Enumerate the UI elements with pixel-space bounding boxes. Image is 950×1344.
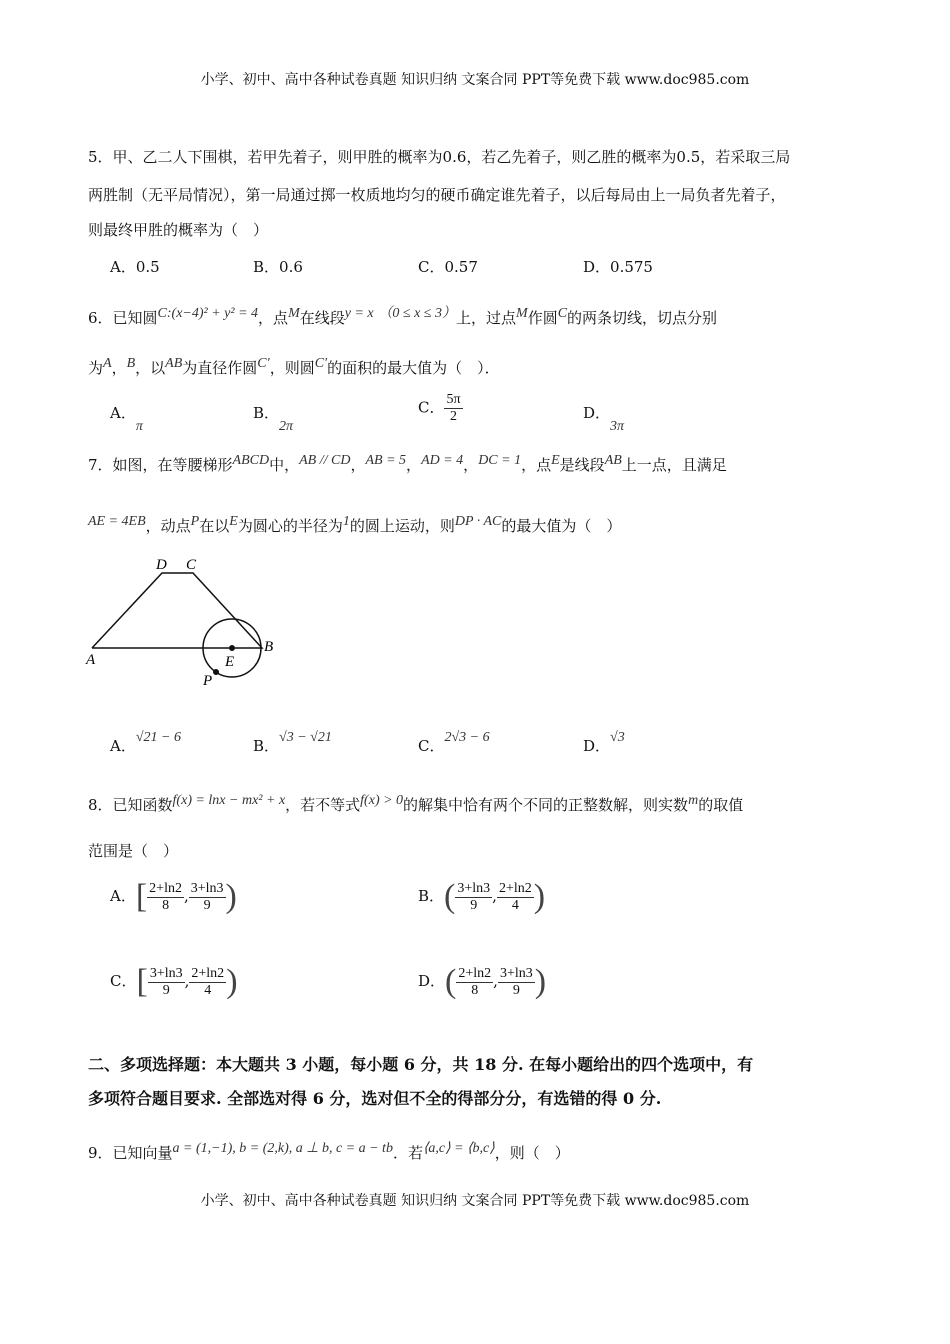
denominator: 9 xyxy=(162,982,170,998)
text: ，则（ ） xyxy=(494,1144,570,1162)
fraction xyxy=(189,966,226,999)
numerator: 2+ln2 xyxy=(458,965,492,981)
denominator: 2 xyxy=(450,409,458,424)
label: C． xyxy=(110,972,137,990)
denominator: 4 xyxy=(204,982,212,998)
label-e: E xyxy=(225,654,235,670)
math: AB xyxy=(165,356,183,371)
q9-line-1 xyxy=(88,1139,570,1163)
label: B． xyxy=(418,887,445,905)
label-b: B xyxy=(264,639,274,655)
math: C′ xyxy=(257,356,270,371)
text: 在以 xyxy=(199,517,230,535)
numerator: 3+ln3 xyxy=(457,880,491,896)
denominator: 4 xyxy=(511,897,519,913)
math: P xyxy=(190,514,200,529)
math: C xyxy=(557,306,568,321)
text: ，点 xyxy=(521,456,552,474)
denominator: 9 xyxy=(512,982,520,998)
math: a = (1,−1), b = (2,k), a ⊥ b, c = a − tb xyxy=(172,1141,393,1156)
text: 的解集中恰有两个不同的正整数解，则实数 xyxy=(403,796,689,814)
value: √3 xyxy=(610,730,625,745)
math: DP · AC xyxy=(454,514,502,529)
math: A xyxy=(103,356,112,371)
math: AD = 4 xyxy=(421,453,464,468)
numerator: 3+ln3 xyxy=(190,880,224,896)
text: ， xyxy=(406,456,422,474)
math: B xyxy=(126,356,136,371)
text: 的面积的最大值为（ ）． xyxy=(327,359,500,377)
text: 9．已知向量 xyxy=(88,1144,173,1162)
text: ．若 xyxy=(392,1144,423,1162)
value: 2√3 − 6 xyxy=(444,730,490,745)
numerator: 5π xyxy=(446,392,461,407)
math: DC = 1 xyxy=(478,453,522,468)
text: 的最大值为（ ） xyxy=(501,517,622,535)
math: AE = 4EB xyxy=(88,514,146,529)
label: C． xyxy=(418,737,445,755)
bracket: ) xyxy=(226,963,238,1000)
text: 的圆上运动，则 xyxy=(349,517,455,535)
fraction xyxy=(497,881,534,914)
text: ， xyxy=(463,456,479,474)
point-p xyxy=(213,669,219,675)
q8-option-d: D．( $\frac{2+\ln 2}{8}$ , $\frac{3+\ln 3}{9}$ ) xyxy=(418,963,547,1000)
value: 2π xyxy=(279,419,294,434)
text: 作圆 xyxy=(527,309,558,327)
q5-option-c: C．0.57 xyxy=(418,258,478,276)
label: D． xyxy=(418,972,446,990)
bracket: [ xyxy=(136,963,148,1000)
q5-line-2: 两胜制（无平局情况），第一局通过掷一枚质地均匀的硬币确定谁先着子，以后每局由上一局负者先着子， xyxy=(88,186,786,204)
math: f(x) = lnx − mx² + x xyxy=(172,793,286,808)
text: 的取值 xyxy=(698,796,744,814)
text: ， xyxy=(350,456,366,474)
label-c: C xyxy=(186,557,197,573)
q5-line-1: 5．甲、乙二人下围棋，若甲先着子，则甲胜的概率为0.6，若乙先着子，则乙胜的概率为0.5，若采取三局 xyxy=(88,148,791,166)
math: M xyxy=(516,306,528,321)
value: √21 − 6 xyxy=(135,730,181,745)
q7-option-b xyxy=(253,730,332,756)
text: 中， xyxy=(269,456,300,474)
label-p: P xyxy=(203,673,213,689)
q8-option-b: B．( $\frac{3+\ln 3}{9}$ , $\frac{2+\ln 2}{4}$ ) xyxy=(418,878,546,915)
label: C． xyxy=(418,398,445,417)
bracket: ) xyxy=(533,878,546,915)
numerator: 3+ln3 xyxy=(499,965,533,981)
fraction xyxy=(498,966,535,999)
math: ⟨a,c⟩ = ⟨b,c⟩ xyxy=(422,1141,495,1156)
bracket: ) xyxy=(534,963,547,1000)
math: AB // CD xyxy=(299,453,351,468)
denominator: 9 xyxy=(203,897,211,913)
text: 为圆心的半径为 xyxy=(237,517,343,535)
math: y = x xyxy=(344,306,374,321)
fraction xyxy=(455,881,492,914)
bracket: ( xyxy=(444,878,456,915)
numerator: 2+ln2 xyxy=(149,880,182,896)
fraction xyxy=(148,966,185,999)
math: f(x) > 0 xyxy=(360,793,404,808)
math: M xyxy=(288,306,300,321)
q8-line-2: 范围是（ ） xyxy=(88,842,179,860)
text: ，动点 xyxy=(145,517,191,535)
text: 8．已知函数 xyxy=(88,796,173,814)
q7-option-c xyxy=(418,730,490,756)
section-2-heading-line-2: 多项符合题目要求. 全部选对得 6 分，选对但不全的得部分分，有选错的得 0 分. xyxy=(88,1089,662,1108)
math: AB = 5 xyxy=(365,453,407,468)
bracket: [ xyxy=(135,878,148,915)
label: D． xyxy=(583,737,611,755)
q7-option-a xyxy=(110,730,181,756)
numerator: 3+ln3 xyxy=(149,965,183,981)
fraction xyxy=(147,881,184,914)
value: 3π xyxy=(610,419,625,434)
label-a: A xyxy=(86,652,96,668)
text: 在线段 xyxy=(299,309,345,327)
point-e xyxy=(229,645,235,651)
denominator: 8 xyxy=(162,897,170,913)
math: AB xyxy=(604,453,622,468)
q5-option-a: A．0.5 xyxy=(110,258,160,276)
math: C′ xyxy=(314,356,328,371)
label: D． xyxy=(583,404,611,422)
q5-option-d: D．0.575 xyxy=(583,258,653,276)
text: ，以 xyxy=(135,359,166,377)
math: m xyxy=(688,793,699,808)
text: 上，过点 xyxy=(456,309,517,327)
q5-option-b: B．0.6 xyxy=(253,258,303,276)
text: 为直径作圆 xyxy=(182,359,258,377)
fraction xyxy=(189,881,226,914)
math: E xyxy=(551,453,560,468)
math: ABCD xyxy=(232,453,270,468)
q5-line-3: 则最终甲胜的概率为（ ） xyxy=(88,221,269,239)
bracket: ) xyxy=(225,878,237,915)
denominator: 9 xyxy=(470,897,478,913)
text: ，点 xyxy=(258,309,289,327)
section-2-heading-line-1: 二、多项选择题：本大题共 3 小题，每小题 6 分，共 18 分. 在每小题给出的四个选项中，有 xyxy=(88,1055,754,1074)
label: A． xyxy=(110,737,136,755)
value: √3 − √21 xyxy=(279,730,332,745)
fraction xyxy=(456,966,493,999)
page-footer: 小学、初中、高中各种试卷真题 知识归纳 文案合同 PPT等免费下载 www.doc985.com xyxy=(200,1193,750,1209)
text: 为 xyxy=(88,359,104,377)
text: 是线段 xyxy=(559,456,605,474)
text: ， xyxy=(111,359,127,377)
math: 1 xyxy=(342,514,350,529)
text: 7．如图，在等腰梯形 xyxy=(88,456,233,474)
bracket: ( xyxy=(445,963,457,1000)
label: A． xyxy=(110,404,136,422)
value: π xyxy=(135,419,143,434)
numerator: 2+ln2 xyxy=(498,880,532,896)
text: ，则圆 xyxy=(269,359,315,377)
trapezoid xyxy=(92,573,262,648)
label: A． xyxy=(110,887,136,905)
q8-option-a: A．[ $\frac{2+\ln 2}{8}$ , $\frac{3+\ln 3}{9}$ ) xyxy=(110,878,237,915)
text: 上一点，且满足 xyxy=(621,456,727,474)
label: B． xyxy=(253,737,280,755)
denominator: 8 xyxy=(471,982,479,998)
q8-option-c: C．[ $\frac{3+\ln 3}{9}$ , $\frac{2+\ln 2}{4}$ ) xyxy=(110,963,238,1000)
text: ，若不等式 xyxy=(285,796,361,814)
q7-option-d xyxy=(583,730,625,756)
numerator: 2+ln2 xyxy=(191,965,225,981)
math: （0 ≤ x ≤ 3） xyxy=(378,306,456,321)
q8-line-1 xyxy=(88,791,743,815)
text: 6．已知圆 xyxy=(88,309,158,327)
page-header: 小学、初中、高中各种试卷真题 知识归纳 文案合同 PPT等免费下载 www.doc985.com xyxy=(200,72,750,88)
label: B． xyxy=(253,404,280,422)
text: 的两条切线，切点分别 xyxy=(567,309,718,327)
math: E xyxy=(229,514,238,529)
label-d: D xyxy=(156,557,167,573)
math: C:(x−4)² + y² = 4 xyxy=(157,306,259,321)
